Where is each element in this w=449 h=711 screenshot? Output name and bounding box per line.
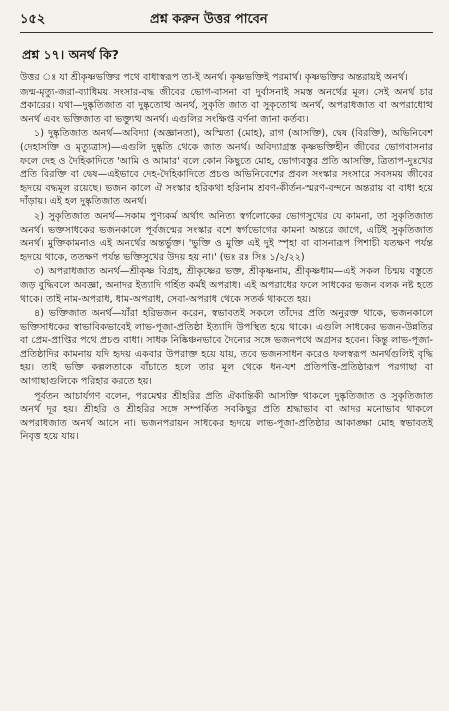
paragraph-sukriti: ২) সুকৃতিজাত অনর্থ—সকাম পুণ্যকর্ম অর্থাৎ অনিত্য স্বর্গলোকের ভোগসুখের যে কামনা, তা সুকৃতিজাত অনর্থ। ভক্তসাধকের ভজনকালে পূর্বজন্মের সংস্কার বশে স্বর্গভোগের কামনা অন্তরে জাগে, এটিই সুকৃতিজাত অনর্থ। মুক্তিকামনাও এই অনর্থের অন্তর্ভুক্ত। 'ভুক্তি ও মুক্তি এই দুই স্পৃহা বা বাসনারূপ পিশাচী যতক্ষণ পর্যন্ত হৃদয়ে থাকে, ততক্ষণ পর্যন্ত ভক্তিসুখের উদয় হয় না।' (ভঃ রঃ সিঃ ১/২/২২) [20,210,433,263]
paragraph-conclusion: পূর্বতন আচার্যগণ বলেন, পরমেশ্বর শ্রীহরির প্রতি ঐকান্তিকী আসক্তি থাকলে দুষ্কৃতিজাত ও সুকৃতিজাত অনর্থ দূর হয়। শ্রীহরি ও শ্রীহরির সঙ্গে সম্পর্কিত সবকিছুর প্রতি শ্রদ্ধাভাব বা আদর মনোভাব থাকলে অপরাধজাত অনর্থ আসে না। ভজনপরায়ন সাধকের হৃদয়ে লাভ-পূজা-প্রতিষ্ঠার আকাঙ্ক্ষা মোহ স্বভাবতই নিবৃত্ত হয়ে যায়। [20,390,433,443]
page-number: ১৫২ [20,12,46,27]
body-text [20,71,433,444]
question-title: প্রশ্ন ১৭। অনর্থ কি? [22,47,119,62]
paragraph-aparadh: ৩) অপরাধজাত অনর্থ—শ্রীকৃষ্ণ বিগ্রহ, শ্রীকৃষ্ণের ভক্ত, শ্রীকৃষ্ণনাম, শ্রীকৃষ্ণধাম—এই সকল চিন্ময় বস্তুতে জড় বুদ্ধিবলে অবজ্ঞা, অনাদর ইত্যাদি গর্হিত কর্মই অপরাধ। এই অপরাধের ফলে সাধকের ভজন বলক নষ্ট হতে থাকে। তাই নাম-অপরাধ, ধাম-অপরাধ, সেবা-অপরাধ থেকে সতর্ক থাকতে হয়। [20,266,433,305]
paragraph-bhakti: ৪) ভক্তিজাত অনর্থ—যাঁরা হরিভজন করেন, স্বভাবতই সকলে তাঁদের প্রতি অনুরক্ত থাকে, ভজনকালে ভক্তিসাধকের স্বাভাবিকভাবেই লাভ-পূজা-প্রতিষ্ঠা ইত্যাদি উপস্থিত হয়ে থাকে। এগুলি সাধকের ভজন-উন্নতির বা প্রেম-প্রাপ্তির পথে প্রচণ্ড বাধা। সাধক নিষ্কিঞ্চনভাবে দৈন্যের সঙ্গে ভজনপথে অগ্রসর হবেন। কিন্তু লাভ-পূজা-প্রতিষ্ঠাদির কামনায় যদি হৃদয় একবার উপরাক্ত হয়ে যায়, তবে ভজনসাধন করেও ফলস্বরূপ অনর্থগুলিই বৃদ্ধি হয়। তাই ভক্তি কল্পলতাকে বাঁচাতে হলে তার মূল থেকে ধন-যশ প্রতিপত্তি-প্রতিষ্ঠারূপ পরগাছা বা আগাছাগুলিকে পরিহার করতে হয়। [20,308,433,388]
page-header [20,10,433,33]
running-title: প্রশ্ন করুন উত্তর পাবেন [150,12,268,27]
paragraph-dushkriti: ১) দুষ্কৃতিজাত অনর্থ—অবিদ্যা (অজ্ঞানতা), অস্মিতা (মোহ), রাগ (আসক্তি), দ্বেষ (বিরক্তি), অভিনিবেশ (দেহাসক্তি ও মৃত্যুত্রাস)—এগুলি দুষ্কৃতি থেকে জাত অনর্থ। অবিদ্যাগ্রস্ত কৃষ্ণভক্তিহীন জীবের ভোগবাসনার ফলে দেহ ও দৈহিকাদিতে 'আমি ও আমার' বলে কোন কিছুতে মোহ, ভোগ্যবস্তুর প্রতি আসক্তি, ত্রিতাপ-দুঃখের প্রতি বিরক্তি বা দ্বেষ—এইভাবে দেহ-দৈহিকাদিতে প্রচণ্ড অভিনিবেশের প্রবল সংস্কার সংসারে সবসময় জীবের হৃদয়ে বদ্ধমূল রয়েছে। ভজন কালে ঐ সংস্কার হরিকথা হরিনাম শ্রবণ-কীর্তন-স্মরণ-বন্দনে অন্তরায় বা বাধা হয়ে দাঁড়ায়। এই হল দুষ্কৃতিজাত অনর্থ। [20,128,433,208]
answer-paragraph: উত্তর ঃ যা শ্রীকৃষ্ণভক্তির পথে বাধাস্বরূপ তা-ই অনর্থ। কৃষ্ণভক্তিই পরমার্থ। কৃষ্ণভক্তির অন্তরায়ই অনর্থ। [20,72,408,83]
intro-paragraph: জন্ম-মৃত্যু-জরা-ব্যাধিময় সংসার-বদ্ধ জীবের ভোগ-বাসনা বা দুর্বাসনাই সমস্ত অনর্থের মূল। সেই অনর্থ চার প্রকারের। যথা—দুষ্কৃতিজাত বা দুষ্কৃতোত্থ অনর্থ, সুকৃতি জাত বা সুকৃতোত্থ অনর্থ, অপরাধজাত বা অপরাধোত্থ অনর্থ এবং ভক্তিজাত বা ভক্ত্যুত্থ অনর্থ। এগুলির সংক্ষিপ্ত বর্ণনা জানা কর্তব্য। [20,86,433,125]
